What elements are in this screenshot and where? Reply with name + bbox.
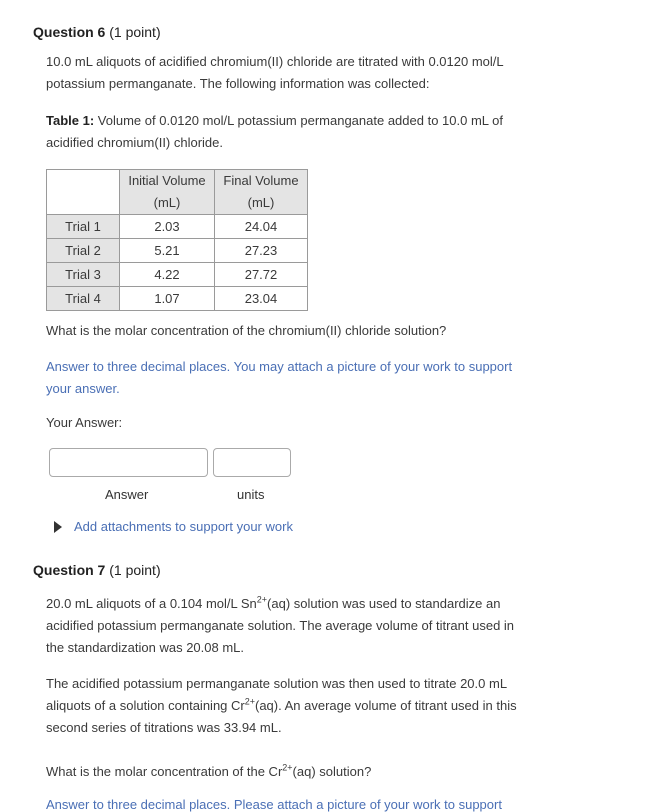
initial-volume-cell: 1.07 — [120, 287, 215, 311]
column-header-initial-volume: Initial Volume (mL) — [120, 170, 215, 215]
table-header-row — [47, 170, 308, 215]
question-6-intro — [46, 51, 586, 95]
question-6-hint: Answer to three decimal places. You may attach a picture of your work to support your answer. — [46, 359, 513, 396]
table-caption — [46, 110, 586, 154]
row-label: Trial 4 — [47, 287, 120, 311]
question-7-title: Question 7 — [33, 562, 106, 578]
initial-volume-cell: 5.21 — [120, 239, 215, 263]
answer-caption: Answer — [105, 487, 149, 502]
caret-right-icon — [54, 521, 62, 533]
question-7-paragraph-2: The acidified potassium permanganate solution was then used to titrate 20.0 mL aliquots of a solution containing $Cr^{2+}(aq)$. An average volume of titrant used in this second series of titrations was 33.94 mL. — [46, 676, 517, 735]
final-volume-cell: 27.72 — [215, 263, 308, 287]
final-volume-cell: 24.04 — [215, 215, 308, 239]
intro-line-1: 10.0 mL aliquots of acidified chromium(II) chloride are titrated with 0.0120 mol/L — [46, 54, 504, 69]
question-6-prompt: What is the molar concentration of the chromium(II) chloride solution? — [46, 323, 447, 338]
table-row — [47, 287, 308, 311]
units-caption: units — [237, 487, 265, 502]
table-corner-cell — [47, 170, 120, 215]
add-attachments-link[interactable] — [54, 519, 293, 534]
units-input[interactable] — [213, 448, 291, 477]
table-caption-text: Volume of 0.0120 mol/L potassium permanganate added to 10.0 mL of — [97, 113, 503, 128]
final-volume-cell: 27.23 — [215, 239, 308, 263]
final-volume-cell: 23.04 — [215, 287, 308, 311]
question-6-header — [33, 24, 161, 40]
table-caption-label: Table 1: — [46, 113, 95, 128]
your-answer-label: Your Answer: — [46, 415, 123, 430]
question-7-points: (1 point) — [109, 562, 161, 578]
titration-table — [46, 169, 308, 311]
row-label: Trial 2 — [47, 239, 120, 263]
question-6-title: Question 6 — [33, 24, 106, 40]
add-attachments-label: Add attachments to support your work — [74, 519, 293, 534]
table-caption-text-2: acidified chromium(II) chloride. — [46, 135, 224, 150]
row-label: Trial 3 — [47, 263, 120, 287]
initial-volume-cell: 4.22 — [120, 263, 215, 287]
table-row — [47, 215, 308, 239]
row-label: Trial 1 — [47, 215, 120, 239]
table-row — [47, 263, 308, 287]
intro-line-2: potassium permanganate. The following information was collected: — [46, 76, 430, 91]
question-7-paragraph-1: 20.0 mL aliquots of a 0.104 mol/L $Sn^{2+}(aq)$ solution was used to standardize an acidified potassium permanganate solution. The average volume of titrant used in the standardization was 20.08 mL. — [46, 594, 515, 655]
question-7-hint: Answer to three decimal places. Please attach a picture of your work to support — [46, 797, 502, 812]
column-header-final-volume: Final Volume (mL) — [215, 170, 308, 215]
initial-volume-cell: 2.03 — [120, 215, 215, 239]
answer-input[interactable] — [49, 448, 208, 477]
question-6-points: (1 point) — [109, 24, 161, 40]
table-row — [47, 239, 308, 263]
question-7-prompt: What is the molar concentration of the $Cr^{2+}(aq)$ solution? — [46, 762, 372, 779]
question-7-header — [33, 562, 161, 578]
